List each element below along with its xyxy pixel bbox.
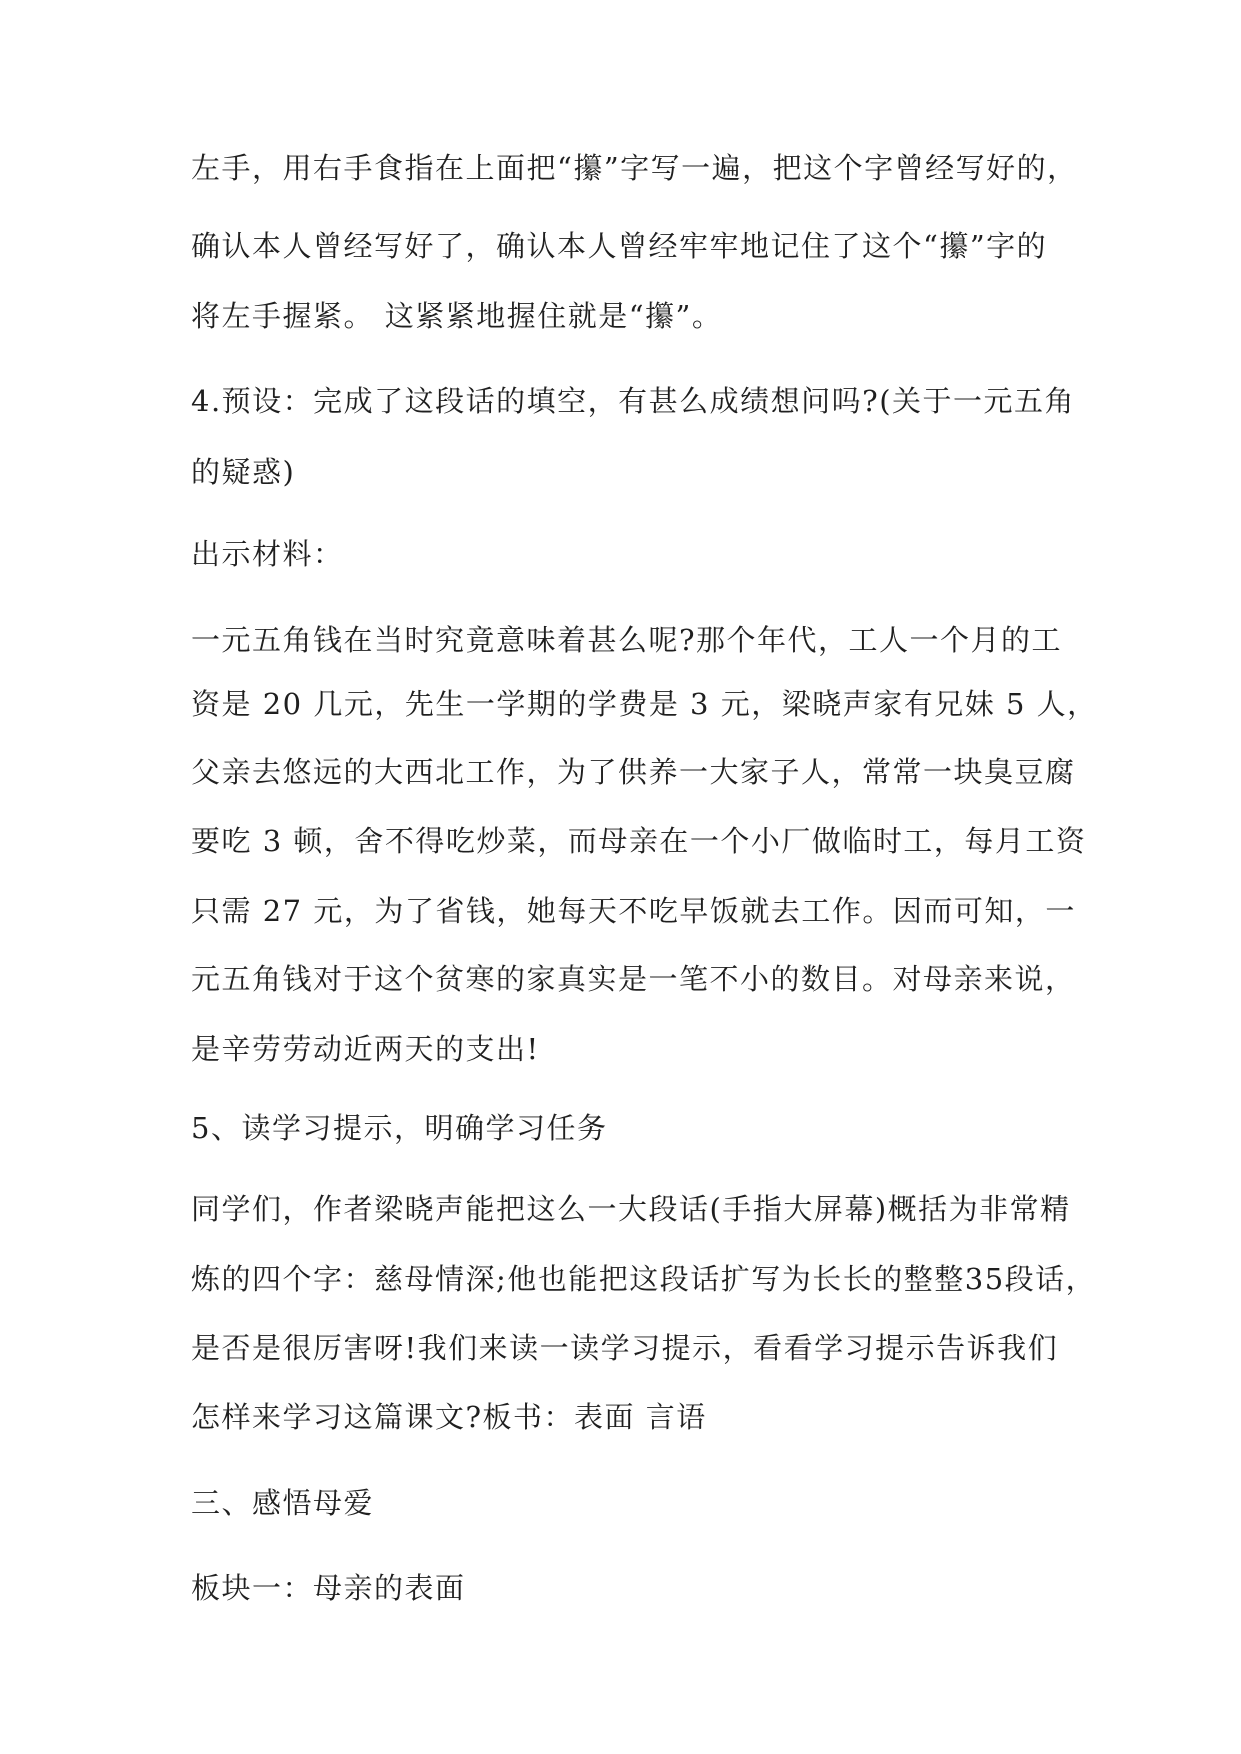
section-heading: 三、感悟母爱 (191, 1486, 375, 1520)
text-line: 只需 27 元，为了省钱，她每天不吃早饭就去工作。因而可知，一 (191, 894, 1076, 928)
text-line: 是辛劳劳动近两天的支出! (191, 1032, 540, 1066)
text-line: 将左手握紧。 这紧紧地握住就是“攥”。 (191, 299, 723, 333)
text-line: 怎样来学习这篇课文?板书：表面 言语 (191, 1400, 707, 1434)
text-line: 是否是很厉害呀!我们来读一读学习提示，看看学习提示告诉我们 (191, 1331, 1059, 1365)
text-line: 元五角钱对于这个贫寒的家真实是一笔不小的数目。对母亲来说， (191, 962, 1076, 996)
text-line: 父亲去悠远的大西北工作，为了供养一大家子人，常常一块臭豆腐 (191, 755, 1076, 789)
section-heading: 板块一：母亲的表面 (191, 1571, 466, 1605)
text-line: 确认本人曾经写好了，确认本人曾经牢牢地记住了这个“攥”字的 (191, 229, 1048, 263)
text-line: 炼的四个字：慈母情深;他也能把这段话扩写为长长的整整35段话， (191, 1262, 1097, 1296)
text-line: 左手，用右手食指在上面把“攥”字写一遍，把这个字曾经写好的， (191, 151, 1078, 185)
text-line: 出示材料： (191, 537, 344, 571)
text-line: 的疑惑) (191, 455, 296, 489)
text-line: 同学们，作者梁晓声能把这么一大段话(手指大屏幕)概括为非常精 (191, 1192, 1071, 1226)
text-line: 4.预设：完成了这段话的填空，有甚么成绩想问吗?(关于一元五角 (191, 384, 1076, 418)
text-line: 要吃 3 顿，舍不得吃炒菜，而母亲在一个小厂做临时工，每月工资 (191, 824, 1087, 858)
text-line: 一元五角钱在当时究竟意味着甚么呢?那个年代，工人一个月的工 (191, 623, 1063, 657)
text-line: 资是 20 几元，先生一学期的学费是 3 元，梁晓声家有兄妹 5 人， (191, 687, 1098, 721)
section-heading: 5、读学习提示，明确学习任务 (191, 1111, 608, 1145)
